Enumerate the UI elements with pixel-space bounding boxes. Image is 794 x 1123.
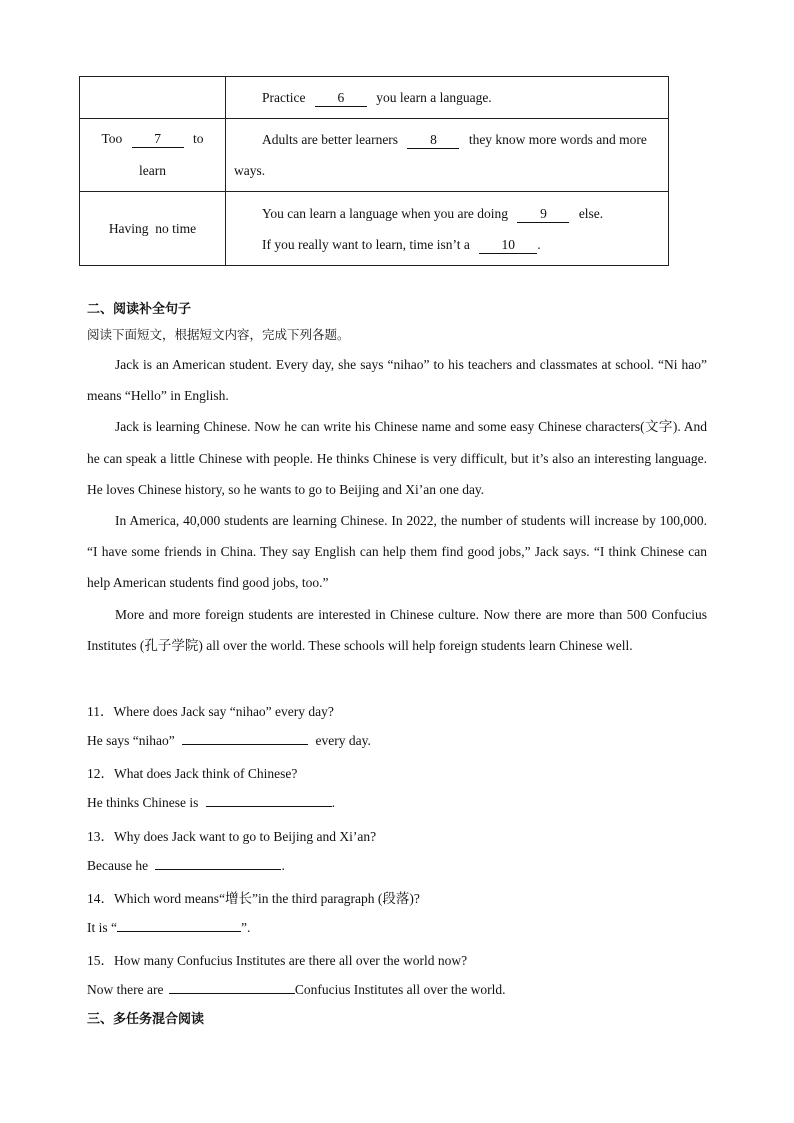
answer-suffix: . <box>281 858 285 873</box>
blank-10: 10 <box>479 236 537 254</box>
answer-line-12 <box>87 793 707 811</box>
cell-text: Practice <box>262 90 306 105</box>
answer-suffix: Confucius Institutes all over the world. <box>294 982 506 997</box>
answer-suffix: . <box>331 795 336 810</box>
cell-text: ways. <box>234 163 266 178</box>
reading-passage <box>87 349 707 661</box>
table-row <box>80 77 669 119</box>
answer-blank[interactable] <box>117 918 241 932</box>
cell-text: they know more words and more <box>468 132 647 147</box>
table-cell <box>226 192 669 266</box>
answer-line-11 <box>87 731 707 749</box>
answer-line-15 <box>87 980 707 998</box>
section-heading: 三、多任务混合阅读 <box>87 1011 205 1026</box>
question-15: 15．How many Confucius Institutes are there all over the world now? <box>87 953 468 968</box>
blank-7: 7 <box>132 130 184 148</box>
answer-prefix: Because he <box>87 858 149 873</box>
table-cell <box>80 119 226 192</box>
summary-table <box>79 76 669 266</box>
answer-line-13 <box>87 856 707 874</box>
cell-text: Adults are better learners <box>262 132 399 147</box>
table-cell-empty <box>80 77 226 119</box>
blank-9: 9 <box>517 205 569 223</box>
cell-text: you learn a language. <box>376 90 492 105</box>
answer-prefix: He says “nihao” <box>87 733 175 748</box>
answer-prefix: Now there are <box>87 982 164 997</box>
question-13: 13．Why does Jack want to go to Beijing and Xi’an? <box>87 829 377 844</box>
passage-paragraph: In America, 40,000 students are learning Chinese. In 2022, the number of students will increase by 100,000. “I have some friends in China. They say English can help them find good jobs,” Jack says. “I think Chinese can help American students find good jobs, too.” <box>87 513 707 591</box>
blank-6: 6 <box>315 89 367 107</box>
passage-paragraph: Jack is an American student. Every day, she says “nihao” to his teachers and classmates at school. “Ni hao” means “Hello” in English. <box>87 357 707 404</box>
table-cell <box>226 77 669 119</box>
answer-prefix: He thinks Chinese is <box>87 795 199 810</box>
answer-blank[interactable] <box>182 731 308 745</box>
cell-text: You can learn a language when you are doing <box>262 205 509 221</box>
answer-blank[interactable] <box>169 980 295 994</box>
section-heading: 二、阅读补全句子 <box>87 301 192 316</box>
blank-8: 8 <box>407 131 459 149</box>
cell-text: . <box>537 236 541 252</box>
instruction-text: 阅读下面短文，根据短文内容，完成下列各题。 <box>87 327 350 342</box>
answer-prefix: It is “ <box>87 920 117 935</box>
question-12: 12．What does Jack think of Chinese? <box>87 766 298 781</box>
passage-paragraph: More and more foreign students are interested in Chinese culture. Now there are more than 500 Confucius Institutes (孔子学院) all over the world. These schools will help foreign students learn Chinese well. <box>87 606 707 653</box>
answer-suffix: every day. <box>315 733 371 748</box>
cell-text: to <box>193 131 204 146</box>
table-row <box>80 119 669 192</box>
cell-text: else. <box>578 205 604 221</box>
answer-blank[interactable] <box>206 793 332 807</box>
table-row <box>80 192 669 266</box>
passage-paragraph: Jack is learning Chinese. Now he can write his Chinese name and some easy Chinese characters(文字). And he can speak a little Chinese with people. He thinks Chinese is very difficult, but it’s also an interesting language. He loves Chinese history, so he wants to go to Beijing and Xi’an one day. <box>87 419 707 497</box>
cell-text: learn <box>139 163 166 178</box>
table-cell: Having no time <box>80 192 226 266</box>
cell-text: Too <box>101 131 123 146</box>
table-cell <box>226 119 669 192</box>
answer-blank[interactable] <box>155 856 281 870</box>
answer-line-14 <box>87 918 707 936</box>
cell-text: If you really want to learn, time isn’t a <box>262 236 470 252</box>
question-11: 11．Where does Jack say “nihao” every day? <box>87 704 334 719</box>
answer-suffix: ”. <box>241 920 251 935</box>
question-14: 14．Which word means“增长”in the third paragraph (段落)? <box>87 891 420 906</box>
